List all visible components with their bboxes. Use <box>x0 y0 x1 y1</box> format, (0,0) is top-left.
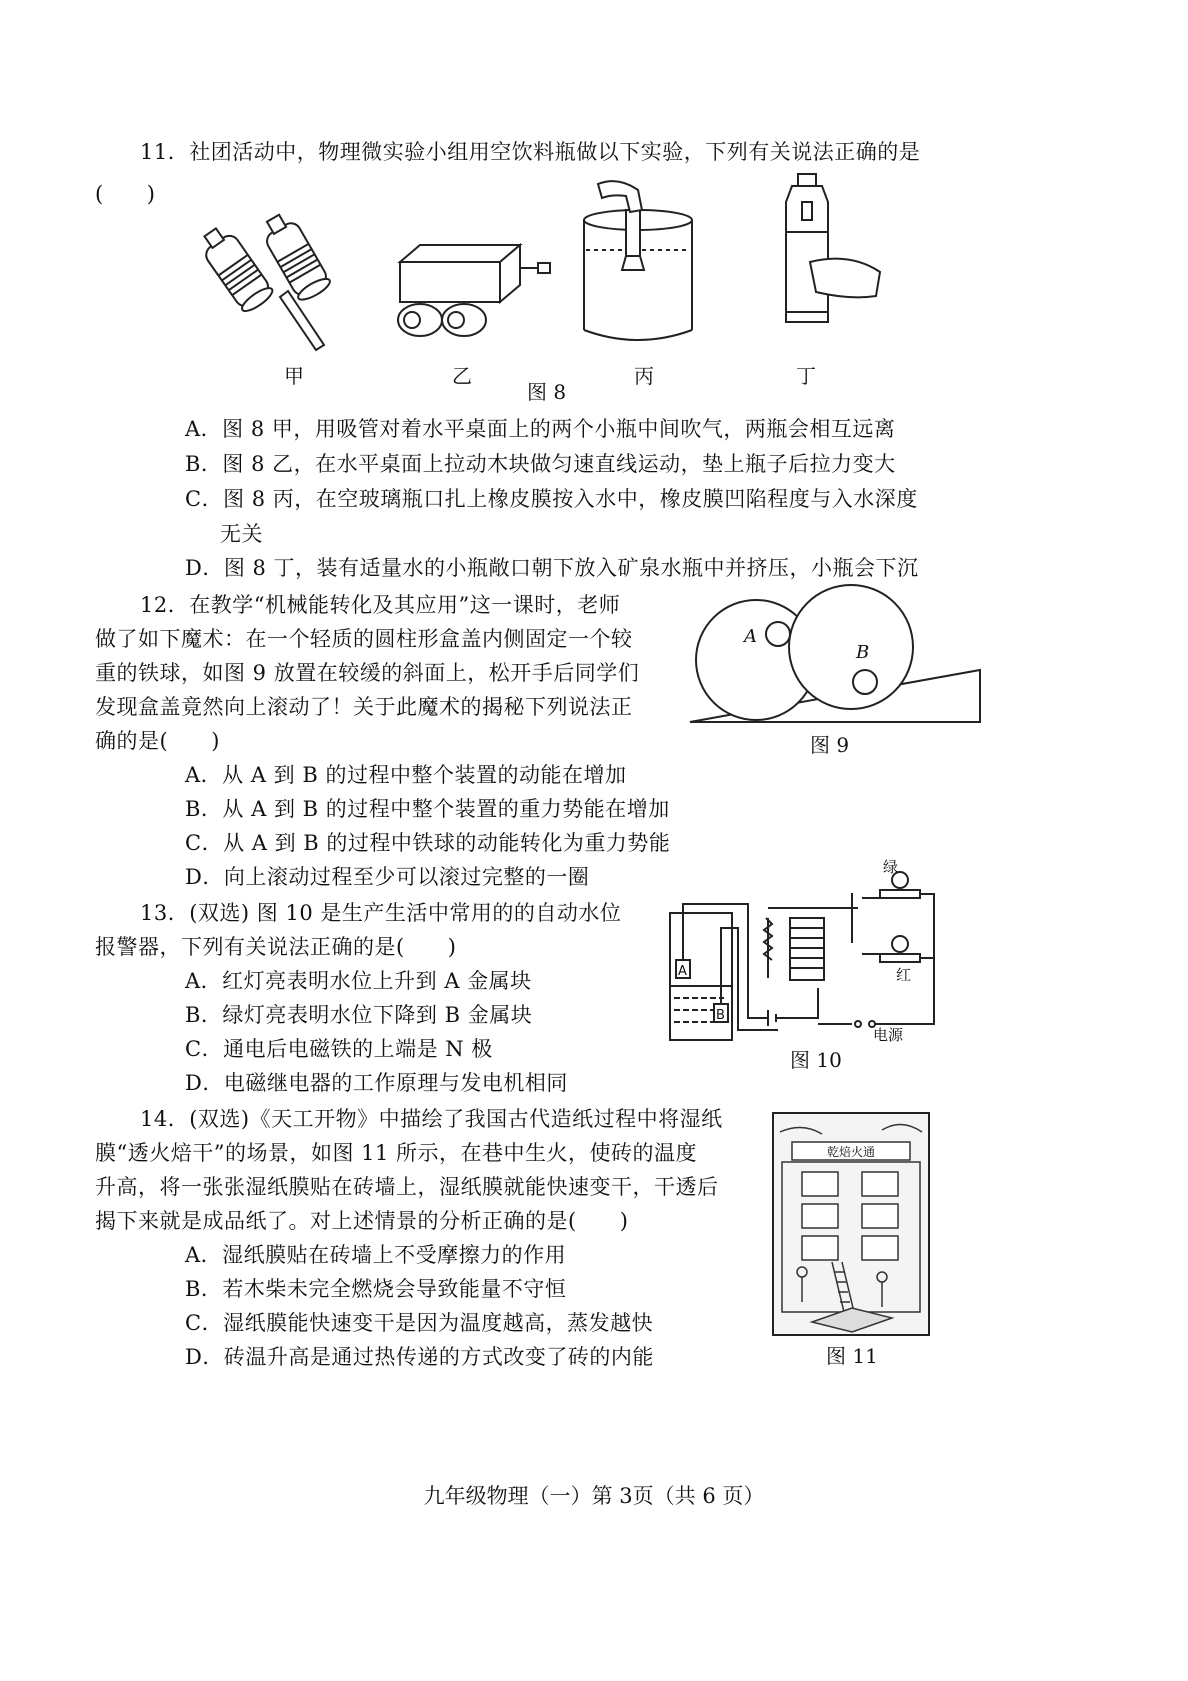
figure-10-label-green: 绿 <box>883 858 899 876</box>
q11-option-a[interactable]: A．图 8 甲，用吸管对着水平桌面上的两个小瓶中间吹气，两瓶会相互远离 <box>185 417 896 441</box>
q14-stem-line3: 升高，将一张张湿纸膜贴在砖墙上，湿纸膜就能快速变干，干透后 <box>95 1175 719 1199</box>
q11-option-c[interactable]: C．图 8 丙，在空玻璃瓶口扎上橡皮膜按入水中，橡皮膜凹陷程度与入水深度 <box>185 487 918 511</box>
figure-11-sign: 乾焙火通 <box>826 1145 876 1159</box>
q12-option-b[interactable]: B．从 A 到 B 的过程中整个装置的重力势能在增加 <box>185 797 670 821</box>
figure-9-rolling-cylinder <box>688 592 983 727</box>
q14-option-b[interactable]: B．若木柴未完全燃烧会导致能量不守恒 <box>185 1277 567 1301</box>
figure-10-caption: 图 10 <box>790 1048 842 1072</box>
figure-8-label-ding: 丁 <box>796 364 816 388</box>
figure-11-paper-drying-scene <box>772 1112 930 1336</box>
q14-stem-line4: 揭下来就是成品纸了。对上述情景的分析正确的是( ) <box>95 1209 629 1233</box>
page-footer: 九年级物理（一）第 3页（共 6 页） <box>423 1484 765 1508</box>
figure-10-label-power: 电源 <box>873 1026 904 1044</box>
q13-option-d[interactable]: D．电磁继电器的工作原理与发电机相同 <box>185 1071 568 1095</box>
q14-option-d[interactable]: D．砖温升高是通过热传递的方式改变了砖的内能 <box>185 1345 654 1369</box>
q11-option-d[interactable]: D．图 8 丁，装有适量水的小瓶敞口朝下放入矿泉水瓶中并挤压，小瓶会下沉 <box>185 556 919 580</box>
figure-8-label-bing: 丙 <box>634 364 654 388</box>
figure-9-caption: 图 9 <box>810 733 850 757</box>
figure-10-water-level-alarm <box>668 858 948 1048</box>
q12-option-a[interactable]: A．从 A 到 B 的过程中整个装置的动能在增加 <box>185 763 627 787</box>
q12-stem-line2: 做了如下魔术：在一个轻质的圆柱形盒盖内侧固定一个较 <box>95 627 633 651</box>
figure-9-label-b: B <box>856 642 870 663</box>
q12-option-d[interactable]: D．向上滚动过程至少可以滚过完整的一圈 <box>185 865 590 889</box>
figure-8-caption: 图 8 <box>527 380 567 404</box>
q12-stem-line3: 重的铁球，如图 9 放置在较缓的斜面上，松开手后同学们 <box>95 661 640 685</box>
q11-stem-line1: 11．社团活动中，物理微实验小组用空饮料瓶做以下实验，下列有关说法正确的是 <box>140 140 921 164</box>
figure-10-label-b: B <box>716 1008 725 1023</box>
figure-8-ding-bottle <box>770 172 890 332</box>
q12-option-c[interactable]: C．从 A 到 B 的过程中铁球的动能转化为重力势能 <box>185 831 671 855</box>
figure-11-caption: 图 11 <box>826 1344 878 1368</box>
q13-stem-line1: 13．(双选) 图 10 是生产生活中常用的的自动水位 <box>140 901 622 925</box>
q11-option-c-cont: 无关 <box>220 522 263 546</box>
q13-option-c[interactable]: C．通电后电磁铁的上端是 N 极 <box>185 1037 493 1061</box>
q14-stem-line2: 膜“透火焙干”的场景，如图 11 所示，在巷中生火，使砖的温度 <box>95 1141 698 1165</box>
q13-option-b[interactable]: B．绿灯亮表明水位下降到 B 金属块 <box>185 1003 533 1027</box>
q14-option-a[interactable]: A．湿纸膜贴在砖墙上不受摩擦力的作用 <box>185 1243 567 1267</box>
q11-option-b[interactable]: B．图 8 乙，在水平桌面上拉动木块做匀速直线运动，垫上瓶子后拉力变大 <box>185 452 896 476</box>
q12-stem-line1: 12．在教学“机械能转化及其应用”这一课时，老师 <box>140 593 621 617</box>
figure-8-label-yi: 乙 <box>452 364 472 388</box>
figure-8-bing-beaker <box>578 180 698 350</box>
q14-option-c[interactable]: C．湿纸膜能快速变干是因为温度越高，蒸发越快 <box>185 1311 654 1335</box>
figure-10-label-red: 红 <box>896 966 912 984</box>
q13-stem-line2: 报警器，下列有关说法正确的是( ) <box>95 935 457 959</box>
q14-stem-line1: 14．(双选)《天工开物》中描绘了我国古代造纸过程中将湿纸 <box>140 1107 723 1131</box>
figure-8-yi-block <box>390 240 560 350</box>
figure-10-label-a: A <box>678 964 687 979</box>
q13-option-a[interactable]: A．红灯亮表明水位上升到 A 金属块 <box>185 969 532 993</box>
q12-stem-line5: 确的是( ) <box>95 729 220 753</box>
figure-8-jia-bottles <box>200 205 350 350</box>
figure-9-label-a: A <box>744 626 757 647</box>
q11-answer-bracket: ( ) <box>95 182 156 206</box>
q12-stem-line4: 发现盒盖竟然向上滚动了！关于此魔术的揭秘下列说法正 <box>95 695 633 719</box>
figure-8-label-jia: 甲 <box>284 364 304 388</box>
